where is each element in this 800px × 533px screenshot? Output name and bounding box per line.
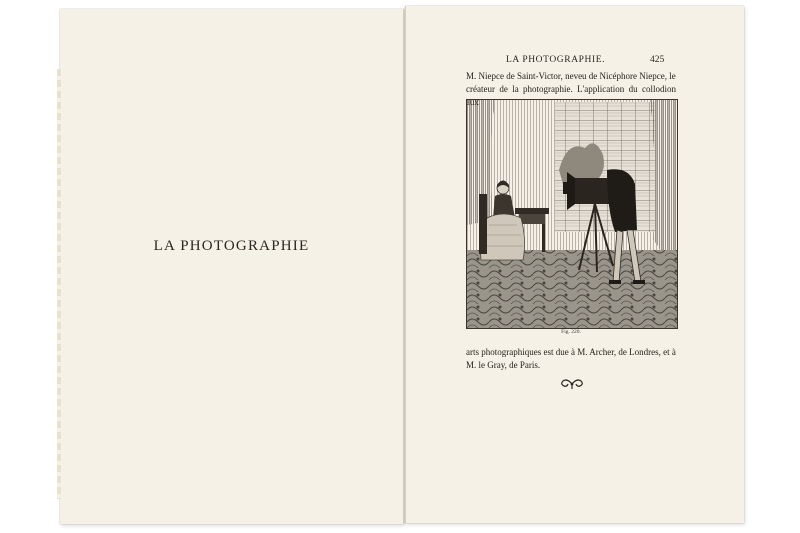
paragraph-line: M. Niepce de Saint-Victor, neveu de Nicéphore Niepce, le xyxy=(466,71,676,81)
engraving-photographer-studio xyxy=(466,99,678,329)
running-head: LA PHOTOGRAPHIE. xyxy=(506,55,606,65)
engraving-svg xyxy=(467,100,677,328)
paragraph-line: arts photographiques est due à M. Archer, de Londres, et à xyxy=(466,347,676,357)
page-number: 425 xyxy=(650,55,665,65)
paragraph-bottom xyxy=(466,346,676,372)
fleuron-ornament-icon xyxy=(557,377,587,391)
figure-caption: Fig. 220. xyxy=(561,329,581,335)
book-title: LA PHOTOGRAPHIE xyxy=(153,238,310,254)
left-page xyxy=(60,9,404,524)
paragraph-line: créateur de la photographie. L'application du collodion xyxy=(466,84,676,94)
paragraph-line: M. le Gray, de Paris. xyxy=(466,360,541,370)
